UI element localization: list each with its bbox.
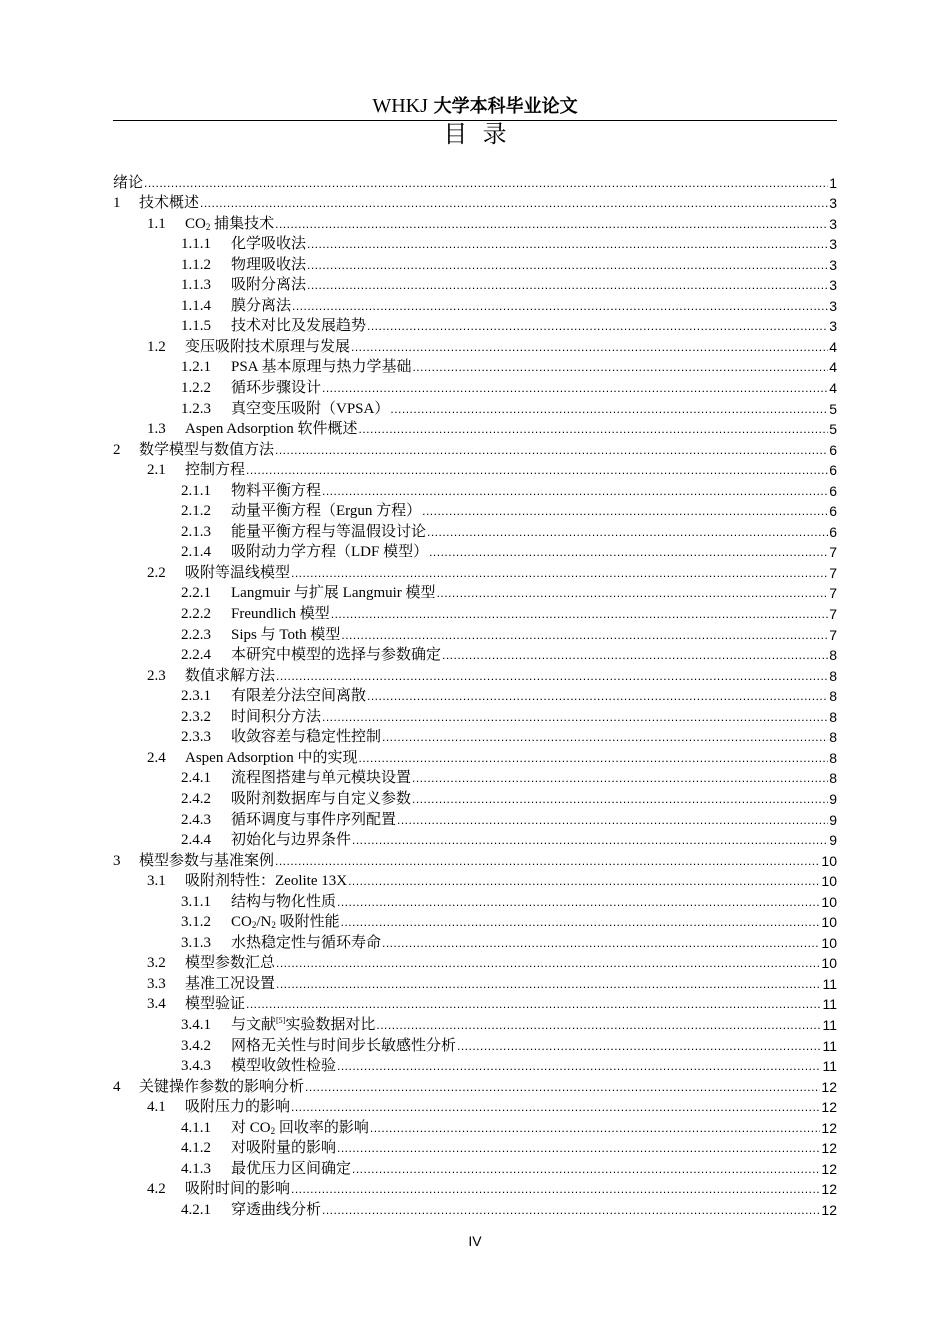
toc-entry-page: 10 (821, 873, 837, 890)
dot-leader (427, 523, 828, 541)
toc-entry[interactable] (113, 644, 837, 665)
toc-entry-title: 初始化与边界条件 (231, 832, 352, 849)
toc-entry-title: 膜分离法 (231, 297, 292, 314)
toc-entry[interactable] (113, 829, 837, 850)
toc-entry-page: 8 (829, 729, 837, 746)
dot-leader (307, 235, 828, 253)
dot-leader (370, 1119, 821, 1137)
toc-entry-number: 1.2.3 (181, 400, 211, 417)
toc-entry-page: 3 (829, 236, 837, 253)
dot-leader (276, 954, 820, 972)
toc-entry-number: 1.2 (147, 338, 166, 355)
toc-entry-number: 1 (113, 195, 121, 212)
dot-leader (291, 564, 828, 582)
dot-leader (276, 667, 828, 685)
toc-entry[interactable] (113, 808, 837, 829)
dot-leader (376, 1016, 821, 1034)
toc-entry-number: 3.3 (147, 975, 166, 992)
toc-entry-title: 模型收敛性检验 (231, 1058, 337, 1075)
toc-entry[interactable] (113, 931, 837, 952)
toc-entry-title: 与文献[5]实验数据对比 (231, 1015, 376, 1033)
dot-leader (341, 913, 821, 931)
toc-entry[interactable] (113, 1034, 837, 1055)
toc-entry-number: 4.1.3 (181, 1160, 211, 1177)
toc-entry-number: 3.1.3 (181, 934, 211, 951)
dot-leader (246, 995, 821, 1013)
dot-leader (429, 543, 828, 561)
dot-leader (442, 646, 828, 664)
dot-leader (322, 1201, 820, 1219)
toc-entry-title: Langmuir 与扩展 Langmuir 模型 (231, 585, 436, 602)
toc-entry-page: 11 (822, 1016, 837, 1033)
dot-leader (144, 174, 828, 192)
toc-entry-number: 4.1.2 (181, 1140, 211, 1157)
toc-entry-page: 6 (829, 523, 837, 540)
toc-entry-number: 2.3.3 (181, 729, 211, 746)
dot-leader (292, 297, 828, 315)
toc-entry-page: 3 (829, 256, 837, 273)
toc-entry-title: 吸附等温线模型 (185, 564, 291, 581)
toc-entry-title: 基准工况设置 (185, 975, 276, 992)
dot-leader (322, 708, 828, 726)
toc-entry-page: 10 (821, 955, 837, 972)
toc-title: 目 录 (443, 120, 507, 148)
toc-entry[interactable] (113, 1075, 837, 1096)
toc-entry-number: 2.2.2 (181, 606, 211, 623)
toc-entry-page: 10 (821, 852, 837, 869)
toc-entry-number: 1.1.3 (181, 277, 211, 294)
dot-leader (390, 400, 828, 418)
toc-entry-page: 8 (829, 688, 837, 705)
toc-entry-page: 3 (829, 195, 837, 212)
toc-entry-number: 3.2 (147, 955, 166, 972)
dot-leader (322, 379, 828, 397)
toc-entry-page: 8 (829, 667, 837, 684)
toc-entry[interactable] (113, 274, 837, 295)
toc-entry[interactable] (113, 582, 837, 603)
dot-leader (359, 749, 829, 767)
toc-entry-title: 网格无关性与时间步长敏感性分析 (231, 1037, 457, 1054)
toc-entry-page: 9 (829, 790, 837, 807)
toc-entry[interactable] (113, 233, 837, 254)
toc-entry-number: 1.1 (147, 215, 166, 232)
toc-entry-page: 5 (829, 400, 837, 417)
toc-entry[interactable] (113, 623, 837, 644)
toc-entry-title: Sips 与 Toth 模型 (231, 626, 341, 643)
toc-entry[interactable] (113, 500, 837, 521)
toc-entry-page: 5 (829, 421, 837, 438)
toc-entry-title: 时间积分方法 (231, 708, 322, 725)
toc-entry[interactable] (113, 972, 837, 993)
dot-leader (348, 872, 820, 890)
toc-entry-number: 2.4.4 (181, 832, 211, 849)
toc-entry-page: 10 (821, 914, 837, 931)
toc-entry-title: 吸附压力的影响 (185, 1099, 291, 1116)
toc-entry[interactable] (113, 746, 837, 767)
toc-entry-number: 2.4.1 (181, 770, 211, 787)
toc-entry[interactable] (113, 685, 837, 706)
table-of-contents (113, 171, 837, 1219)
toc-entry[interactable] (113, 356, 837, 377)
dot-leader (412, 769, 828, 787)
toc-entry[interactable] (113, 1137, 837, 1158)
toc-entry[interactable] (113, 952, 837, 973)
dot-leader (412, 790, 828, 808)
toc-entry-title: 收敛容差与稳定性控制 (231, 729, 382, 746)
dot-leader (352, 1160, 820, 1178)
toc-entry-page: 1 (829, 174, 837, 191)
dot-leader (307, 276, 828, 294)
dot-leader (275, 852, 820, 870)
dot-leader (367, 317, 828, 335)
toc-entry-title: Aspen Adsorption 中的实现 (185, 749, 358, 766)
toc-entry-page: 8 (829, 770, 837, 787)
toc-entry-page: 8 (829, 708, 837, 725)
toc-entry-number: 2.1.3 (181, 523, 211, 540)
toc-entry-number: 2.3.1 (181, 688, 211, 705)
toc-entry-number: 1.1.4 (181, 297, 211, 314)
toc-entry-number: 1.2.1 (181, 359, 211, 376)
toc-entry-number: 2.1.4 (181, 544, 211, 561)
toc-entry[interactable] (113, 849, 837, 870)
toc-entry-number: 3.4 (147, 996, 166, 1013)
toc-entry-title: 对 $CO_2$ 回收率的影响 (231, 1119, 369, 1136)
dot-leader (422, 502, 828, 520)
toc-entry[interactable] (113, 1055, 837, 1076)
toc-entry-title: 能量平衡方程与等温假设讨论 (231, 523, 427, 540)
toc-entry-page: 12 (821, 1160, 837, 1177)
dot-leader (412, 358, 828, 376)
toc-entry-page: 11 (822, 975, 837, 992)
toc-entry-title: PSA 基本原理与热力学基础 (231, 359, 412, 376)
dot-leader (437, 584, 829, 602)
toc-entry[interactable] (113, 911, 837, 932)
dot-leader (351, 338, 828, 356)
toc-entry[interactable] (113, 890, 837, 911)
toc-entry-page: 3 (829, 215, 837, 232)
header-thesis-label: 大学本科毕业论文 (433, 96, 578, 117)
toc-entry[interactable] (113, 726, 837, 747)
toc-entry-number: 1.1.5 (181, 318, 211, 335)
toc-entry-page: 10 (821, 893, 837, 910)
toc-entry-page: 12 (821, 1078, 837, 1095)
toc-entry-number: 2.4.2 (181, 790, 211, 807)
toc-entry[interactable] (113, 1013, 837, 1034)
toc-entry-number: 4 (113, 1078, 121, 1095)
toc-entry-title: 模型参数与基准案例 (139, 852, 275, 869)
toc-entry-page: 11 (822, 996, 837, 1013)
toc-entry[interactable] (113, 1198, 837, 1219)
dot-leader (276, 975, 821, 993)
dot-leader (305, 1078, 820, 1096)
toc-entry-page: 3 (829, 318, 837, 335)
toc-entry-page: 9 (829, 832, 837, 849)
toc-entry-number: 2.2 (147, 564, 166, 581)
toc-entry[interactable] (113, 438, 837, 459)
page-number: IV (468, 1233, 482, 1249)
header-institution: WHKJ (372, 95, 428, 117)
toc-entry-title: 吸附分离法 (231, 277, 307, 294)
dot-leader (341, 626, 828, 644)
dot-leader (359, 420, 829, 438)
toc-entry[interactable] (113, 397, 837, 418)
toc-entry[interactable] (113, 294, 837, 315)
toc-entry-number: 1.1.1 (181, 236, 211, 253)
toc-entry-number: 1.1.2 (181, 256, 211, 273)
toc-entry[interactable] (113, 315, 837, 336)
toc-entry-title: 最优压力区间确定 (231, 1160, 352, 1177)
toc-entry-number: 4.1.1 (181, 1119, 211, 1136)
toc-entry-title: $CO_2/N_2$ 吸附性能 (231, 914, 340, 931)
toc-entry[interactable] (113, 993, 837, 1014)
toc-entry-page: 9 (829, 811, 837, 828)
toc-entry-title: 动量平衡方程（Ergun 方程） (231, 503, 422, 520)
toc-entry-title: $CO_2$ 捕集技术 (185, 215, 275, 232)
toc-entry-number: 4.2.1 (181, 1201, 211, 1218)
toc-entry-number: 3.4.2 (181, 1037, 211, 1054)
toc-entry-title: 循环步骤设计 (231, 380, 322, 397)
toc-entry-page: 7 (829, 626, 837, 643)
toc-entry-page: 3 (829, 297, 837, 314)
toc-entry[interactable] (113, 479, 837, 500)
toc-entry-title: 控制方程 (185, 462, 246, 479)
toc-entry-number: 4.2 (147, 1181, 166, 1198)
toc-entry-title: 数学模型与数值方法 (139, 441, 275, 458)
toc-entry-page: 10 (821, 934, 837, 951)
dot-leader (291, 1180, 820, 1198)
toc-entry-page: 6 (829, 462, 837, 479)
toc-entry-number: 3 (113, 852, 121, 869)
toc-entry-page: 7 (829, 606, 837, 623)
toc-entry[interactable] (113, 541, 837, 562)
dot-leader (337, 893, 820, 911)
toc-entry-title: 数值求解方法 (185, 667, 276, 684)
toc-entry-title: Aspen Adsorption 软件概述 (185, 421, 358, 438)
dot-leader (331, 605, 828, 623)
dot-leader (382, 934, 820, 952)
dot-leader (337, 1057, 821, 1075)
toc-entry-number: 2.2.4 (181, 647, 211, 664)
toc-entry-page: 8 (829, 749, 837, 766)
toc-entry-title: 吸附时间的影响 (185, 1181, 291, 1198)
toc-entry-page: 7 (829, 564, 837, 581)
toc-entry-title: Freundlich 模型 (231, 606, 330, 623)
dot-leader (291, 1098, 820, 1116)
toc-entry[interactable] (113, 171, 837, 192)
toc-entry[interactable] (113, 212, 837, 233)
toc-entry[interactable] (113, 1157, 837, 1178)
toc-entry-number: 2.4.3 (181, 811, 211, 828)
toc-entry-number: 2.4 (147, 749, 166, 766)
toc-entry-number: 2.2.3 (181, 626, 211, 643)
toc-entry-number: 2 (113, 441, 121, 458)
toc-entry-page: 6 (829, 441, 837, 458)
toc-entry-number: 3.1.1 (181, 893, 211, 910)
toc-entry-title: 对吸附量的影响 (231, 1140, 337, 1157)
toc-entry-title: 变压吸附技术原理与发展 (185, 338, 351, 355)
toc-entry[interactable] (113, 376, 837, 397)
toc-entry-number: 4.1 (147, 1099, 166, 1116)
toc-entry-number: 2.3.2 (181, 708, 211, 725)
toc-entry-number: 3.4.3 (181, 1058, 211, 1075)
toc-entry-number: 3.4.1 (181, 1016, 211, 1033)
dot-leader (307, 256, 828, 274)
toc-entry-page: 12 (821, 1099, 837, 1116)
dot-leader (200, 194, 828, 212)
dot-leader (275, 215, 828, 233)
toc-entry-title: 穿透曲线分析 (231, 1201, 322, 1218)
toc-entry[interactable] (113, 787, 837, 808)
toc-entry-title: 吸附动力学方程（LDF 模型） (231, 544, 429, 561)
dot-leader (367, 687, 828, 705)
toc-entry-page: 6 (829, 503, 837, 520)
toc-entry-number: 1.3 (147, 421, 166, 438)
toc-entry-page: 12 (821, 1119, 837, 1136)
toc-entry-title: 物料平衡方程 (231, 482, 322, 499)
toc-entry-page: 8 (829, 647, 837, 664)
toc-entry[interactable] (113, 602, 837, 623)
toc-entry-number: 2.3 (147, 667, 166, 684)
toc-entry[interactable] (113, 459, 837, 480)
toc-entry[interactable] (113, 705, 837, 726)
toc-entry-title: 吸附剂特性：Zeolite 13X (185, 873, 348, 890)
toc-entry[interactable] (113, 1096, 837, 1117)
toc-entry-page: 4 (829, 338, 837, 355)
toc-entry-page: 6 (829, 482, 837, 499)
toc-entry-number: 3.1 (147, 873, 166, 890)
toc-entry-page: 12 (821, 1201, 837, 1218)
toc-entry-page: 11 (822, 1037, 837, 1054)
toc-entry-title: 有限差分法空间离散 (231, 688, 367, 705)
toc-entry[interactable] (113, 870, 837, 891)
toc-entry[interactable] (113, 418, 837, 439)
toc-entry-title: 关键操作参数的影响分析 (139, 1078, 305, 1095)
toc-entry-title: 流程图搭建与单元模块设置 (231, 770, 412, 787)
toc-entry-page: 7 (829, 585, 837, 602)
toc-entry-title: 绪论 (113, 174, 144, 191)
toc-entry[interactable] (113, 1116, 837, 1137)
toc-entry-number: 1.2.2 (181, 380, 211, 397)
toc-entry-number: 2.1 (147, 462, 166, 479)
toc-entry-number: 2.1.1 (181, 482, 211, 499)
toc-entry-title: 吸附剂数据库与自定义参数 (231, 790, 412, 807)
running-header (0, 94, 950, 119)
dot-leader (382, 728, 828, 746)
toc-entry[interactable] (113, 561, 837, 582)
toc-entry-page: 4 (829, 359, 837, 376)
dot-leader (397, 811, 828, 829)
toc-entry-page: 3 (829, 277, 837, 294)
toc-entry-title: 真空变压吸附（VPSA） (231, 400, 390, 417)
toc-entry-page: 11 (822, 1058, 837, 1075)
toc-entry[interactable] (113, 1178, 837, 1199)
toc-entry[interactable] (113, 664, 837, 685)
toc-entry-title: 技术对比及发展趋势 (231, 318, 367, 335)
toc-entry-page: 12 (821, 1140, 837, 1157)
toc-entry-title: 模型验证 (185, 996, 246, 1013)
toc-entry-title: 循环调度与事件序列配置 (231, 811, 397, 828)
toc-entry-page: 7 (829, 544, 837, 561)
toc-entry-page: 4 (829, 380, 837, 397)
toc-entry-title: 物理吸收法 (231, 256, 307, 273)
toc-entry[interactable] (113, 253, 837, 274)
toc-entry-number: 2.1.2 (181, 503, 211, 520)
toc-entry-title: 结构与物化性质 (231, 893, 337, 910)
toc-entry-title: 化学吸收法 (231, 236, 307, 253)
dot-leader (275, 441, 828, 459)
toc-entry-title: 技术概述 (139, 195, 200, 212)
toc-entry-number: 2.2.1 (181, 585, 211, 602)
dot-leader (322, 482, 828, 500)
toc-entry[interactable] (113, 520, 837, 541)
toc-entry-number: 3.1.2 (181, 914, 211, 931)
dot-leader (246, 461, 828, 479)
toc-entry-title: 模型参数汇总 (185, 955, 276, 972)
toc-entry-page: 12 (821, 1181, 837, 1198)
dot-leader (457, 1037, 821, 1055)
dot-leader (337, 1139, 820, 1157)
dot-leader (352, 831, 828, 849)
toc-entry[interactable] (113, 335, 837, 356)
toc-entry[interactable] (113, 767, 837, 788)
toc-entry[interactable] (113, 192, 837, 213)
toc-entry-title: 本研究中模型的选择与参数确定 (231, 647, 442, 664)
toc-entry-title: 水热稳定性与循环寿命 (231, 934, 382, 951)
